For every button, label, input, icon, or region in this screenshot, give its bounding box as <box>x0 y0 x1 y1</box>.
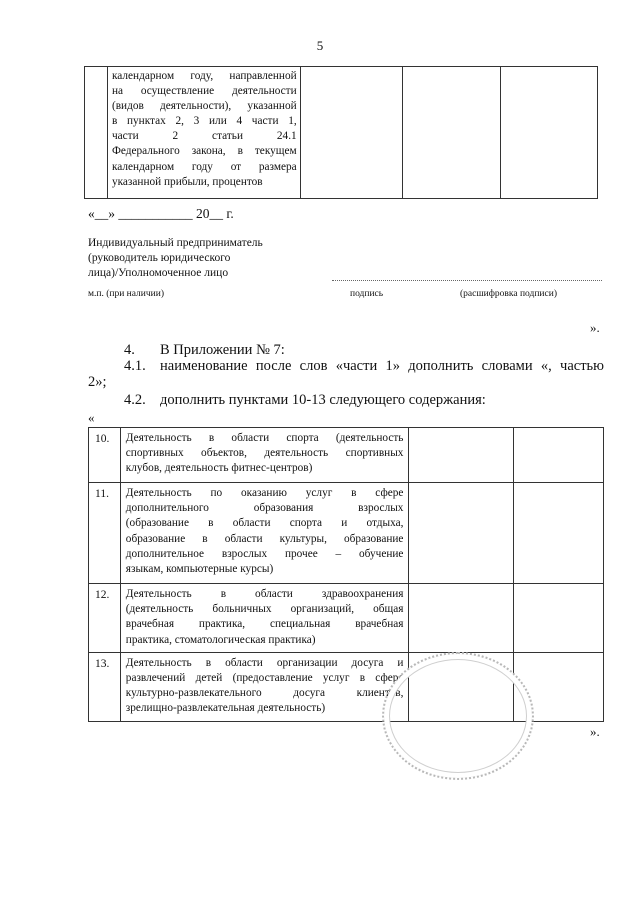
value-cell <box>403 67 501 199</box>
date-line: «__» ___________ 20__ г. <box>88 206 234 221</box>
item-text: В Приложении № 7: <box>160 342 285 358</box>
seal-stamp-image <box>382 652 534 780</box>
seal-label: м.п. (при наличии) <box>88 289 164 299</box>
value-cell <box>514 584 604 653</box>
text-line: образование в области культуры, образование <box>125 532 404 545</box>
row-description <box>120 483 409 584</box>
value-cell <box>501 67 598 199</box>
signatory-line: (руководитель юридического <box>88 252 231 264</box>
table-row <box>89 483 604 584</box>
row-number: 12. <box>89 584 121 653</box>
text-line: практика, стоматологическая практика) <box>125 633 316 646</box>
empty-cell <box>85 67 108 199</box>
continued-table <box>84 66 598 199</box>
text-line: развлечений детей (предоставление услуг в сфере <box>125 672 404 685</box>
row-description <box>120 428 409 483</box>
value-cell <box>514 483 604 584</box>
row-number: 10. <box>89 428 121 483</box>
text-line: зрелищно-развлекательная деятельность) <box>125 702 326 715</box>
decode-label: (расшифровка подписи) <box>460 289 557 299</box>
signatory-line: Индивидуальный предприниматель <box>88 237 263 249</box>
row-description <box>120 584 409 653</box>
text-line: дополнительное взрослых прочее – обучение <box>125 547 404 560</box>
item-text: дополнить пунктами 10-13 следующего содержания: <box>160 392 486 408</box>
opening-quote: « <box>88 410 95 425</box>
text-line: Деятельность по оказанию услуг в сфере <box>125 487 404 499</box>
text-line: (деятельность больничных организаций, общая <box>125 603 404 616</box>
value-cell <box>409 584 514 653</box>
activities-table <box>88 427 604 722</box>
text-line: (образование в области спорта и отдыха, <box>125 517 404 530</box>
text-line: врачебная практика, специальная врачебная <box>125 618 404 631</box>
value-cell <box>409 428 514 483</box>
value-cell <box>514 428 604 483</box>
text-line: указанной прибыли, процентов <box>111 175 263 188</box>
text-line: дополнительного образования взрослых <box>125 502 404 515</box>
item-number: 4.1. <box>124 358 146 374</box>
table-row <box>89 584 604 653</box>
sign-label: подпись <box>350 289 384 299</box>
value-cell <box>409 483 514 584</box>
item-number: 4. <box>124 342 135 358</box>
text-line: на осуществление деятельности <box>111 85 297 98</box>
text-line: клубов, деятельность фитнес-центров) <box>125 462 313 475</box>
text-line: Деятельность в области организации досуга и <box>125 656 404 669</box>
text-line: культурно-развлекательного досуга клиентов, <box>125 687 404 700</box>
text-line: календарном году, направленной <box>111 70 297 82</box>
text-line: (видов деятельности), указанной <box>111 100 297 113</box>
item-text: наименование после слов «части 1» дополнить словами «, частью <box>160 358 604 374</box>
page-number: 5 <box>316 38 324 53</box>
row-description <box>120 652 409 721</box>
item-number: 4.2. <box>124 392 146 408</box>
closing-quote: ». <box>590 320 600 335</box>
text-line: Деятельность в области здравоохранения <box>125 588 404 600</box>
text-line: Федерального закона, в текущем <box>111 145 297 158</box>
table-row <box>89 428 604 483</box>
text-line: спортивных объектов, деятельность спортивных <box>125 447 404 460</box>
signature-dotted-line <box>332 280 602 281</box>
row-number: 11. <box>89 483 121 584</box>
row-number: 13. <box>89 652 121 721</box>
text-line: части 2 статьи 24.1 <box>111 130 297 143</box>
text-line: календарном году от размера <box>111 160 297 173</box>
signatory-block <box>88 236 263 281</box>
text-line: Деятельность в области спорта (деятельность <box>125 432 404 444</box>
text-line: языкам, компьютерные курсы) <box>125 563 274 576</box>
signatory-line: лица)/Уполномоченное лицо <box>88 267 229 279</box>
value-cell <box>300 67 403 199</box>
text-line: в пунктах 2, 3 или 4 части 1, <box>111 115 297 128</box>
closing-quote: ». <box>590 724 600 739</box>
item-text-continued: 2»; <box>88 374 107 390</box>
indicator-cell <box>107 67 300 199</box>
